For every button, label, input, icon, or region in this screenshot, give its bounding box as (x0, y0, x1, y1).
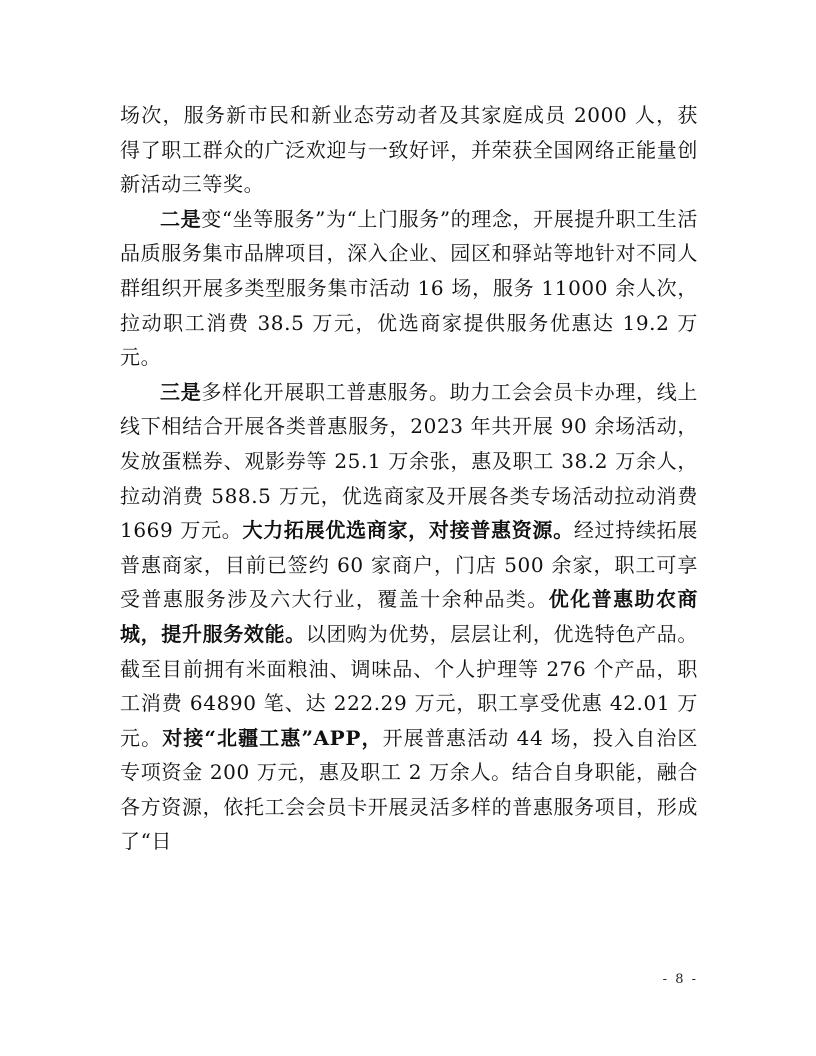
paragraph-3-text-3: 以团购为优势，层层让利，优选特色产品。截至目前拥有米面粮油、调味品、个人护理等 276 个产品，职工消费 64890 笔、达 222.29 万元，职工享受优惠 42.01 万元。 (120, 621, 698, 750)
paragraph-third-point (120, 375, 698, 859)
paragraph-1-text: 场次，服务新市民和新业态劳动者及其家庭成员 2000 人，获得了职工群众的广泛欢迎与一致好评，并荣获全国网络正能量创新活动三等奖。 (120, 103, 698, 197)
paragraph-3-lead: 三是 (160, 379, 202, 404)
paragraph-2-text: 变“坐等服务”为“上门服务”的理念，开展提升职工生活品质服务集市品牌项目，深入企业、园区和驿站等地针对不同人群组织开展多类型服务集市活动 16 场，服务 11000 余人次，拉动职工消费 38.5 万元，优选商家提供服务优惠达 19.2 万元。 (120, 206, 699, 370)
paragraph-continuation (120, 98, 698, 202)
paragraph-3-bold-1: 大力拓展优选商家，对接普惠资源。 (242, 518, 574, 543)
page-number: - 8 - (662, 972, 698, 987)
document-body (120, 98, 698, 859)
paragraph-3-text-4: 开展普惠活动 44 场，投入自治区专项资金 200 万元，惠及职工 2 万余人。结合自身职能，融合各方资源，依托工会会员卡开展灵活多样的普惠服务项目，形成了“日 (120, 725, 698, 854)
paragraph-3-text-1: 多样化开展职工普惠服务。助力工会会员卡办理，线上线下相结合开展各类普惠服务，2023 年共开展 90 余场活动，发放蛋糕券、观影券等 25.1 万余张，惠及职工 38.2 万余人，拉动消费 588.5 万元，优选商家及开展各类专场活动拉动消费 1669 万元。 (120, 379, 699, 543)
paragraph-3-bold-2: 优化普惠助农商城，提升服务效能。 (120, 587, 699, 646)
paragraph-2-lead: 二是 (160, 206, 202, 231)
paragraph-3-bold-3: 对接“北疆工惠”APP， (162, 725, 383, 750)
paragraph-3-text-2: 经过持续拓展普惠商家，目前已签约 60 家商户，门店 500 余家，职工可享受普惠服务涉及六大行业，覆盖十余种品类。 (120, 518, 698, 612)
paragraph-second-point (120, 202, 698, 375)
